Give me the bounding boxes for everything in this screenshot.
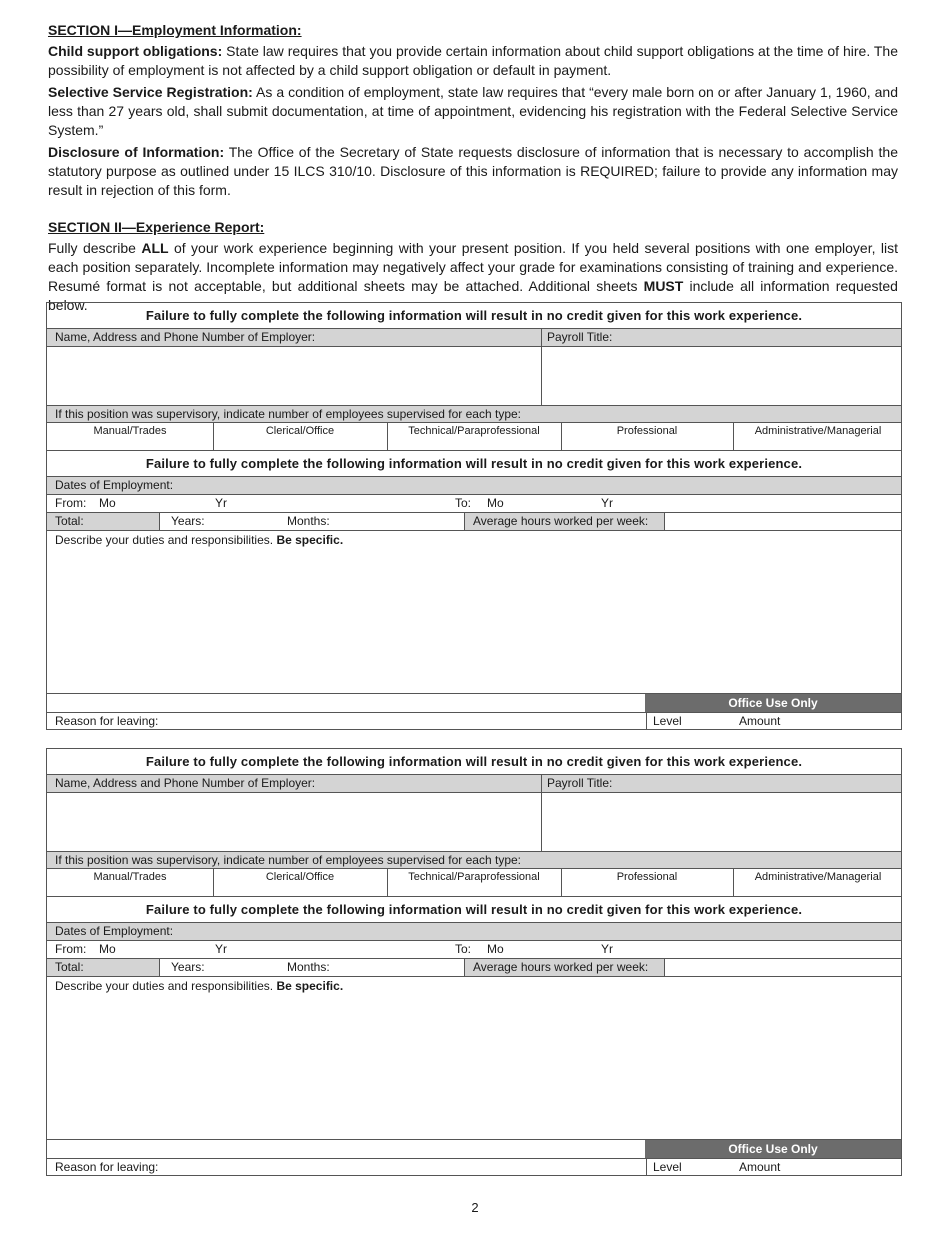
employer-input-row xyxy=(47,347,901,406)
dates-header-row xyxy=(47,923,901,941)
page-content xyxy=(48,22,898,318)
from-month-label[interactable]: Mo xyxy=(99,942,116,956)
total-row xyxy=(47,959,901,977)
from-label: From: xyxy=(55,496,87,510)
reason-row xyxy=(47,1159,901,1175)
supervised-type-clerical-office[interactable]: Clerical/Office xyxy=(265,425,335,437)
total-row xyxy=(47,513,901,531)
average-hours-field[interactable] xyxy=(665,959,901,976)
duties-label: Describe your duties and responsibilities. Be specific. xyxy=(55,979,344,993)
payroll-title-label: Payroll Title: xyxy=(547,330,613,344)
page-number: 2 xyxy=(471,1200,479,1215)
supervised-type-administrative-managerial[interactable]: Administrative/Managerial xyxy=(754,425,882,437)
office-use-row xyxy=(47,694,901,713)
supervised-type-technical-paraprofessional[interactable]: Technical/Paraprofessional xyxy=(408,871,540,883)
supervisory-label: If this position was supervisory, indicate number of employees supervised for each type: xyxy=(55,407,522,421)
reason-for-leaving-label[interactable]: Reason for leaving: xyxy=(55,714,159,728)
months-label[interactable]: Months: xyxy=(287,960,330,974)
dates-of-employment-label: Dates of Employment: xyxy=(55,478,174,492)
supervised-type-professional[interactable]: Professional xyxy=(616,425,678,437)
from-label: From: xyxy=(55,942,87,956)
payroll-title-label: Payroll Title: xyxy=(547,776,613,790)
section-2-heading: SECTION II—Experience Report: xyxy=(48,219,265,235)
supervised-type-technical-paraprofessional[interactable]: Technical/Paraprofessional xyxy=(408,425,540,437)
amount-label: Amount xyxy=(739,1160,781,1174)
employer-label: Name, Address and Phone Number of Employer: xyxy=(55,776,316,790)
office-use-row xyxy=(47,1140,901,1159)
reason-row xyxy=(47,713,901,729)
disclosure-paragraph: Disclosure of Information: The Office of the Secretary of State requests disclosure of information that is necessary to accomplish the statutory purpose as outlined under 15 ILCS 310/10. Disclosure of this information is REQUIRED; failure to provide any information may result in rejection of this form. xyxy=(48,144,898,198)
to-year-label[interactable]: Yr xyxy=(601,942,613,956)
dates-of-employment-label: Dates of Employment: xyxy=(55,924,174,938)
selective-service-paragraph: Selective Service Registration: As a condition of employment, state law requires that “every male born on or after January 1, 1960, and less than 27 years old, shall submit documentation, at time of appointment, evidencing his registration with the Federal Selective Service System.” xyxy=(48,84,899,138)
reason-for-leaving-label[interactable]: Reason for leaving: xyxy=(55,1160,159,1174)
office-use-only-header: Office Use Only xyxy=(645,694,901,712)
duties-row[interactable] xyxy=(47,977,901,1140)
supervised-type-professional[interactable]: Professional xyxy=(616,871,678,883)
payroll-title-field[interactable] xyxy=(542,347,901,405)
employer-header-row xyxy=(47,329,901,347)
from-year-label[interactable]: Yr xyxy=(215,496,227,510)
warning-banner: Failure to fully complete the following information will result in no credit given for this work experience. xyxy=(47,897,901,923)
to-label: To: xyxy=(455,496,472,510)
years-label[interactable]: Years: xyxy=(171,960,205,974)
to-month-label[interactable]: Mo xyxy=(487,496,504,510)
employer-header-row xyxy=(47,775,901,793)
from-month-label[interactable]: Mo xyxy=(99,496,116,510)
employer-label: Name, Address and Phone Number of Employer: xyxy=(55,330,316,344)
months-label[interactable]: Months: xyxy=(287,514,330,528)
payroll-title-field[interactable] xyxy=(542,793,901,851)
child-support-paragraph: Child support obligations: State law requires that you provide certain information about child support obligations at the time of hire. The possibility of employment is not affected by a child support obligation or default in payment. xyxy=(48,43,899,78)
level-label: Level xyxy=(653,1160,682,1174)
average-hours-field[interactable] xyxy=(665,513,901,530)
employer-field[interactable] xyxy=(47,793,541,851)
supervised-type-manual-trades[interactable]: Manual/Trades xyxy=(93,871,167,883)
to-label: To: xyxy=(455,942,472,956)
to-year-label[interactable]: Yr xyxy=(601,496,613,510)
warning-banner: Failure to fully complete the following information will result in no credit given for this work experience. xyxy=(47,749,901,775)
total-label: Total: xyxy=(55,514,84,528)
years-label[interactable]: Years: xyxy=(171,514,205,528)
supervised-type-clerical-office[interactable]: Clerical/Office xyxy=(265,871,335,883)
employer-input-row xyxy=(47,793,901,852)
supervised-type-manual-trades[interactable]: Manual/Trades xyxy=(93,425,167,437)
section-1-heading: SECTION I—Employment Information: xyxy=(48,22,302,38)
dates-row xyxy=(47,495,901,513)
total-label: Total: xyxy=(55,960,84,974)
average-hours-label: Average hours worked per week: xyxy=(473,514,649,528)
experience-block-1 xyxy=(46,302,902,730)
duties-label: Describe your duties and responsibilities. Be specific. xyxy=(55,533,344,547)
to-month-label[interactable]: Mo xyxy=(487,942,504,956)
amount-label: Amount xyxy=(739,714,781,728)
supervisory-row xyxy=(47,852,901,869)
dates-row xyxy=(47,941,901,959)
experience-intro-paragraph: Fully describe ALL of your work experience beginning with your present position. If you held several positions with one employer, list each position separately. Incomplete information may negatively affect your grade for examinations consisting of training and experience. Resumé format is not acceptable, but additional sheets may be attached. Additional sheets MUST include all information requested below. xyxy=(48,240,899,313)
experience-block-2 xyxy=(46,748,902,1176)
warning-banner: Failure to fully complete the following information will result in no credit given for this work experience. xyxy=(47,451,901,477)
employer-field[interactable] xyxy=(47,347,541,405)
level-label: Level xyxy=(653,714,682,728)
from-year-label[interactable]: Yr xyxy=(215,942,227,956)
dates-header-row xyxy=(47,477,901,495)
supervised-type-administrative-managerial[interactable]: Administrative/Managerial xyxy=(754,871,882,883)
supervisory-label: If this position was supervisory, indicate number of employees supervised for each type: xyxy=(55,853,522,867)
office-use-only-header: Office Use Only xyxy=(645,1140,901,1158)
warning-banner: Failure to fully complete the following information will result in no credit given for this work experience. xyxy=(47,303,901,329)
duties-row[interactable] xyxy=(47,531,901,694)
supervised-types-row xyxy=(47,869,901,897)
supervisory-row xyxy=(47,406,901,423)
supervised-types-row xyxy=(47,423,901,451)
average-hours-label: Average hours worked per week: xyxy=(473,960,649,974)
